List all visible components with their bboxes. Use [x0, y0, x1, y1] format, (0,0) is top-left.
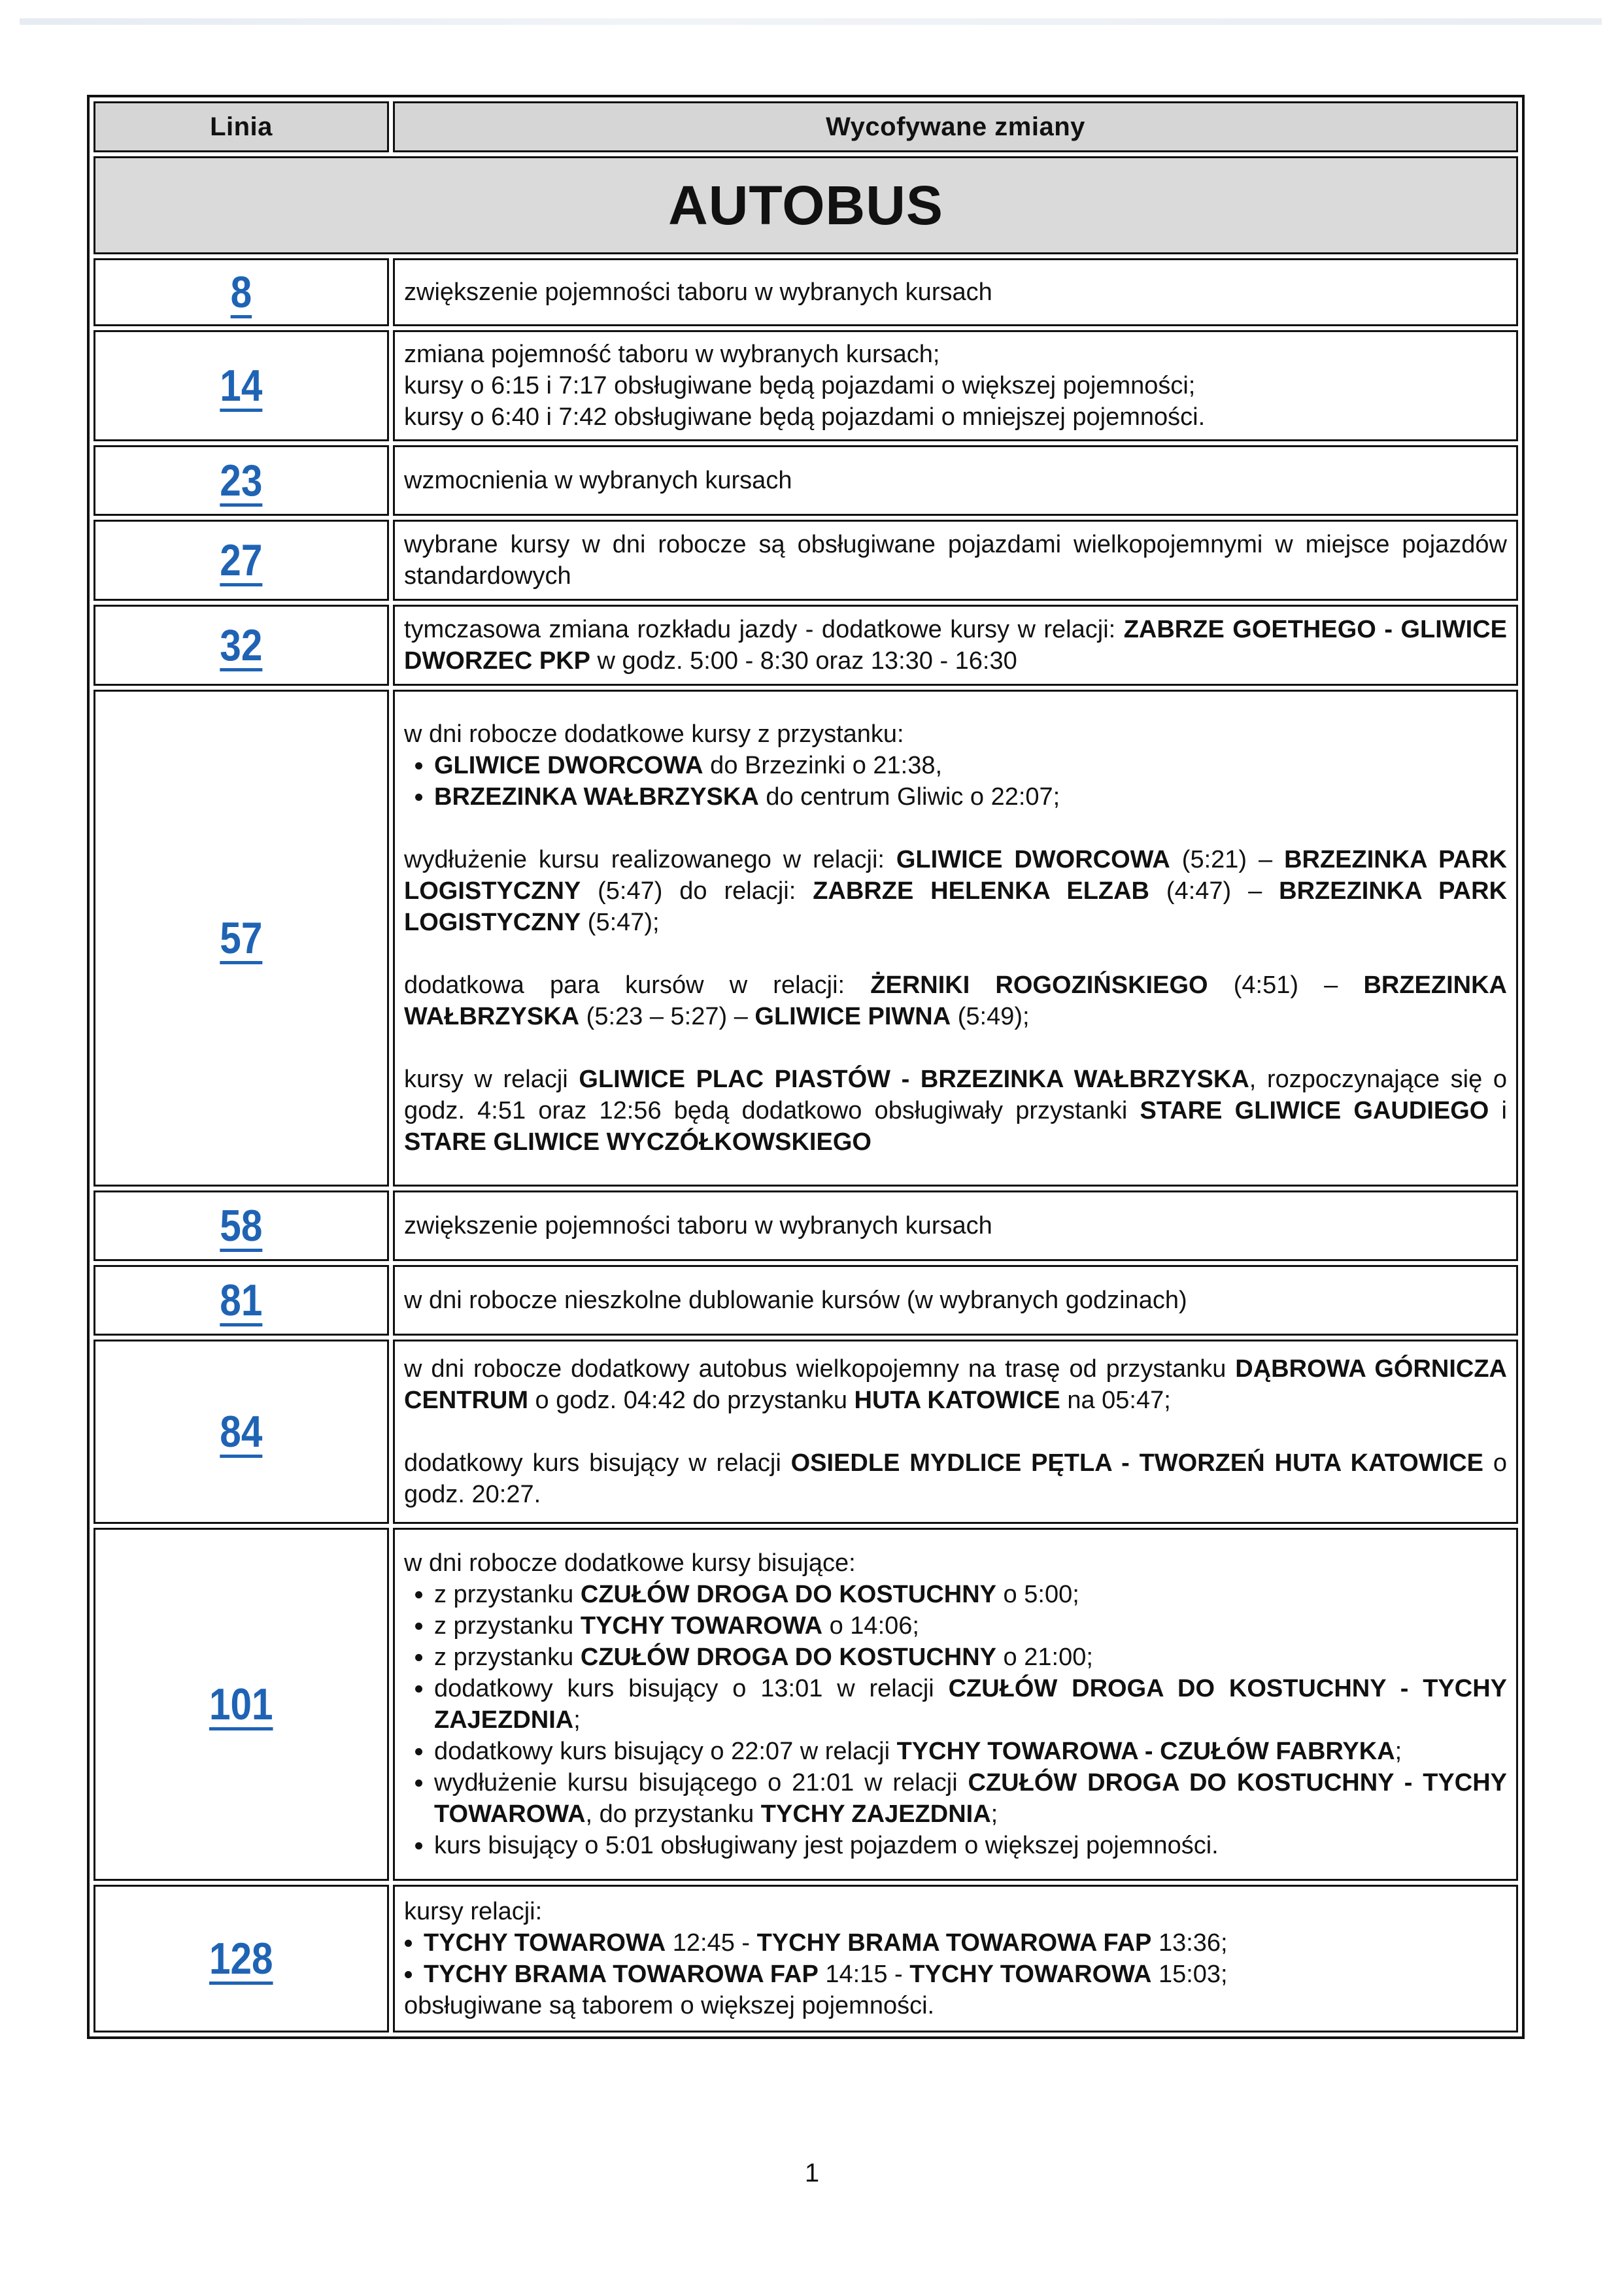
change-text: zmiana pojemność taboru w wybranych kursach;	[404, 341, 940, 368]
changes-cell	[393, 258, 1518, 326]
change-text: obsługiwane są taborem o większej pojemności.	[404, 1992, 935, 2019]
line-number-link[interactable]: 101	[209, 1679, 273, 1729]
line-number-link[interactable]: 14	[220, 361, 263, 411]
changes-cell	[393, 1265, 1518, 1336]
line-cell	[93, 1528, 389, 1881]
change-text: w dni robocze nieszkolne dublowanie kursów (w wybranych godzinach)	[404, 1287, 1187, 1314]
table-row	[93, 1190, 1518, 1261]
list-item: • z przystanku CZUŁÓW DROGA DO KOSTUCHNY o 21:00;	[434, 1642, 1507, 1673]
changes-cell	[393, 1885, 1518, 2033]
change-text: kursy relacji:	[404, 1898, 543, 1925]
change-text: w dni robocze dodatkowe kursy z przystanku:	[404, 720, 904, 748]
change-text: kursy w relacji GLIWICE PLAC PIASTÓW - BRZEZINKA WAŁBRZYSKA, rozpoczynające się o godz. 4:51 oraz 12:56 będą dodatkowo obsługiwały przystanki STARE GLIWICE GAUDIEGO i STARE GLIWICE WYCZÓŁKOWSKIEGO	[404, 1066, 1508, 1156]
section-row	[93, 156, 1518, 254]
changes-cell	[393, 605, 1518, 686]
line-number-link[interactable]: 32	[220, 620, 263, 670]
table-row	[93, 520, 1518, 601]
list-item: • z przystanku TYCHY TOWAROWA o 14:06;	[434, 1610, 1507, 1642]
line-number-link[interactable]: 84	[220, 1407, 263, 1457]
header-line: Linia	[93, 101, 389, 152]
table-row	[93, 1885, 1518, 2033]
list-item: • kurs bisujący o 5:01 obsługiwany jest pojazdem o większej pojemności.	[434, 1830, 1507, 1861]
table-row	[93, 605, 1518, 686]
change-text: zwiększenie pojemności taboru w wybranych kursach	[404, 278, 992, 306]
stop-list	[404, 750, 1507, 813]
list-item: • BRZEZINKA WAŁBRZYSKA do centrum Gliwic o 22:07;	[434, 781, 1507, 813]
line-number-link[interactable]: 128	[209, 1934, 273, 1983]
line-cell	[93, 258, 389, 326]
line-number-link[interactable]: 27	[220, 535, 263, 585]
changes-cell	[393, 690, 1518, 1187]
line-number-link[interactable]: 81	[220, 1275, 263, 1325]
line-cell	[93, 1340, 389, 1524]
change-text: wzmocnienia w wybranych kursach	[404, 467, 792, 494]
page-number: 1	[804, 2159, 820, 2187]
list-item: • z przystanku CZUŁÓW DROGA DO KOSTUCHNY o 5:00;	[434, 1579, 1507, 1610]
line-number-link[interactable]: 23	[220, 456, 263, 505]
change-text: dodatkowa para kursów w relacji: ŻERNIKI ROGOZIŃSKIEGO (4:51) – BRZEZINKA WAŁBRZYSKA (5:23 – 5:27) – GLIWICE PIWNA (5:49);	[404, 971, 1507, 1030]
table-row	[93, 258, 1518, 326]
list-item: • dodatkowy kurs bisujący o 13:01 w relacji CZUŁÓW DROGA DO KOSTUCHNY - TYCHY ZAJEZDNIA;	[434, 1673, 1507, 1736]
change-text: wydłużenie kursu realizowanego w relacji: GLIWICE DWORCOWA (5:21) – BRZEZINKA PARK LOGISTYCZNY (5:47) do relacji: ZABRZE HELENKA ELZAB (4:47) – BRZEZINKA PARK LOGISTYCZNY (5:47);	[404, 846, 1508, 936]
line-cell	[93, 1265, 389, 1336]
changes-cell	[393, 1340, 1518, 1524]
change-text: w dni robocze dodatkowy autobus wielkopojemny na trasę od przystanku DĄBROWA GÓRNICZA CENTRUM o godz. 04:42 do przystanku HUTA KATOWICE na 05:47;	[404, 1355, 1507, 1414]
list-item: • wydłużenie kursu bisującego o 21:01 w relacji CZUŁÓW DROGA DO KOSTUCHNY - TYCHY TOWAROWA, do przystanku TYCHY ZAJEZDNIA;	[434, 1767, 1507, 1830]
line-cell	[93, 605, 389, 686]
line-number-link[interactable]: 57	[220, 913, 263, 963]
line-cell	[93, 330, 389, 441]
table-row	[93, 1340, 1518, 1524]
scan-edge	[20, 18, 1602, 25]
list-item: • TYCHY TOWAROWA 12:45 - TYCHY BRAMA TOWAROWA FAP 13:36;	[424, 1927, 1507, 1959]
table-header-row	[93, 101, 1518, 152]
table-row	[93, 1528, 1518, 1881]
line-cell	[93, 1885, 389, 2033]
line-cell	[93, 445, 389, 516]
table-row	[93, 1265, 1518, 1336]
run-list	[404, 1579, 1507, 1861]
line-cell	[93, 1190, 389, 1261]
list-item: • TYCHY BRAMA TOWAROWA FAP 14:15 - TYCHY TOWAROWA 15:03;	[424, 1959, 1507, 1990]
line-number-link[interactable]: 58	[220, 1201, 263, 1251]
changes-cell	[393, 445, 1518, 516]
change-text: w dni robocze dodatkowe kursy bisujące:	[404, 1549, 856, 1577]
schedule-table	[87, 95, 1525, 2039]
table-row	[93, 445, 1518, 516]
change-text: kursy o 6:15 i 7:17 obsługiwane będą pojazdami o większej pojemności;	[404, 372, 1196, 399]
change-text: wybrane kursy w dni robocze są obsługiwane pojazdami wielkopojemnymi w miejsce pojazdów standardowych	[404, 531, 1507, 590]
change-text: kursy o 6:40 i 7:42 obsługiwane będą pojazdami o mniejszej pojemności.	[404, 403, 1206, 431]
line-cell	[93, 520, 389, 601]
changes-cell	[393, 330, 1518, 441]
table-row	[93, 690, 1518, 1187]
changes-cell	[393, 1190, 1518, 1261]
line-number-link[interactable]: 8	[230, 267, 252, 317]
changes-cell	[393, 1528, 1518, 1881]
changes-cell	[393, 520, 1518, 601]
run-list	[404, 1927, 1507, 1990]
line-cell	[93, 690, 389, 1187]
header-changes: Wycofywane zmiany	[393, 101, 1518, 152]
table-row	[93, 330, 1518, 441]
change-text: zwiększenie pojemności taboru w wybranych kursach	[404, 1212, 992, 1240]
change-text: dodatkowy kurs bisujący w relacji OSIEDLE MYDLICE PĘTLA - TWORZEŃ HUTA KATOWICE o godz. 20:27.	[404, 1449, 1507, 1508]
section-title: AUTOBUS	[93, 156, 1518, 254]
list-item: • GLIWICE DWORCOWA do Brzezinki o 21:38,	[434, 750, 1507, 781]
list-item: • dodatkowy kurs bisujący o 22:07 w relacji TYCHY TOWAROWA - CZUŁÓW FABRYKA;	[434, 1736, 1507, 1767]
change-text: tymczasowa zmiana rozkładu jazdy - dodatkowe kursy w relacji: ZABRZE GOETHEGO - GLIWICE DWORZEC PKP w godz. 5:00 - 8:30 oraz 13:30 - 16:30	[404, 616, 1507, 675]
